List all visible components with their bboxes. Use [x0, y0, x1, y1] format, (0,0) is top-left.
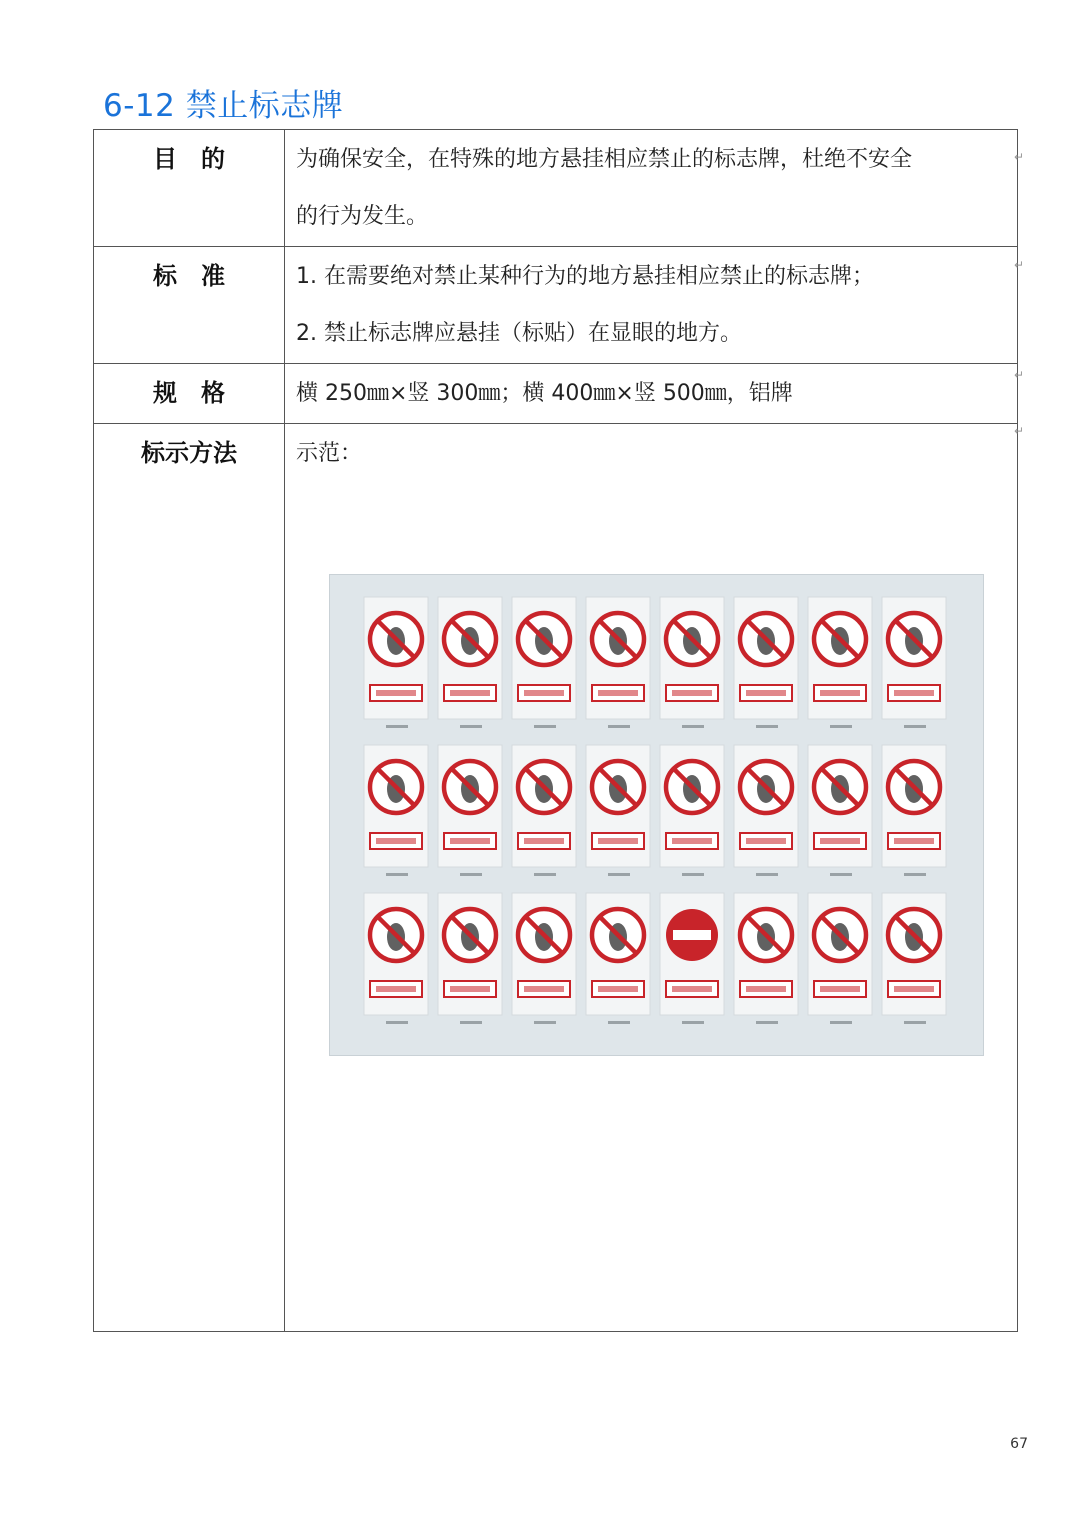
prohibition-sign-icon	[882, 745, 946, 876]
prohibition-sign-icon	[512, 893, 576, 1024]
row-label: 目 的	[94, 130, 285, 247]
prohibition-sign-icon	[734, 597, 798, 728]
text-line: 横 250㎜×竖 300㎜；横 400㎜×竖 500㎜，铝牌	[296, 381, 793, 406]
prohibition-sign-icon	[660, 893, 724, 1024]
row-value	[285, 130, 1018, 247]
row-label: 规 格	[94, 364, 285, 424]
prohibition-sign-icon	[586, 745, 650, 876]
text-line: 为确保安全，在特殊的地方悬挂相应禁止的标志牌，杜绝不安全	[296, 147, 913, 172]
prohibition-sign-icon	[808, 893, 872, 1024]
prohibition-sign-icon	[364, 745, 428, 876]
table-row-standard	[94, 247, 1018, 364]
prohibition-sign-icon	[586, 597, 650, 728]
prohibition-sign-icon	[734, 893, 798, 1024]
prohibition-sign-icon	[882, 597, 946, 728]
row-label: 标 准	[94, 247, 285, 364]
prohibition-sign-icon	[438, 893, 502, 1024]
prohibition-sign-icon	[660, 597, 724, 728]
text-line: 示范：	[296, 441, 363, 466]
text-line: 1. 在需要绝对禁止某种行为的地方悬挂相应禁止的标志牌；	[296, 264, 874, 289]
prohibition-sign-icon	[808, 745, 872, 876]
signs-board	[330, 575, 985, 1057]
prohibition-sign-icon	[734, 745, 798, 876]
table-row-purpose	[94, 130, 1018, 247]
prohibition-sign-icon	[438, 597, 502, 728]
row-value	[285, 364, 1018, 424]
prohibition-sign-icon	[364, 597, 428, 728]
prohibition-sign-icon	[512, 597, 576, 728]
prohibition-signs-photo	[329, 574, 984, 1056]
prohibition-sign-icon	[882, 893, 946, 1024]
table-row-spec	[94, 364, 1018, 424]
prohibition-sign-icon	[512, 745, 576, 876]
text-line: 2. 禁止标志牌应悬挂（标贴）在显眼的地方。	[296, 321, 742, 346]
prohibition-sign-icon	[586, 893, 650, 1024]
row-label: 标示方法	[94, 424, 285, 1332]
row-value	[285, 247, 1018, 364]
prohibition-sign-icon	[660, 745, 724, 876]
text-line: 的行为发生。	[296, 204, 429, 229]
prohibition-sign-icon	[808, 597, 872, 728]
prohibition-sign-icon	[364, 893, 428, 1024]
prohibition-sign-icon	[438, 745, 502, 876]
page-number: 67	[1010, 1436, 1028, 1452]
page-title: 6-12 禁止标志牌	[103, 88, 344, 124]
